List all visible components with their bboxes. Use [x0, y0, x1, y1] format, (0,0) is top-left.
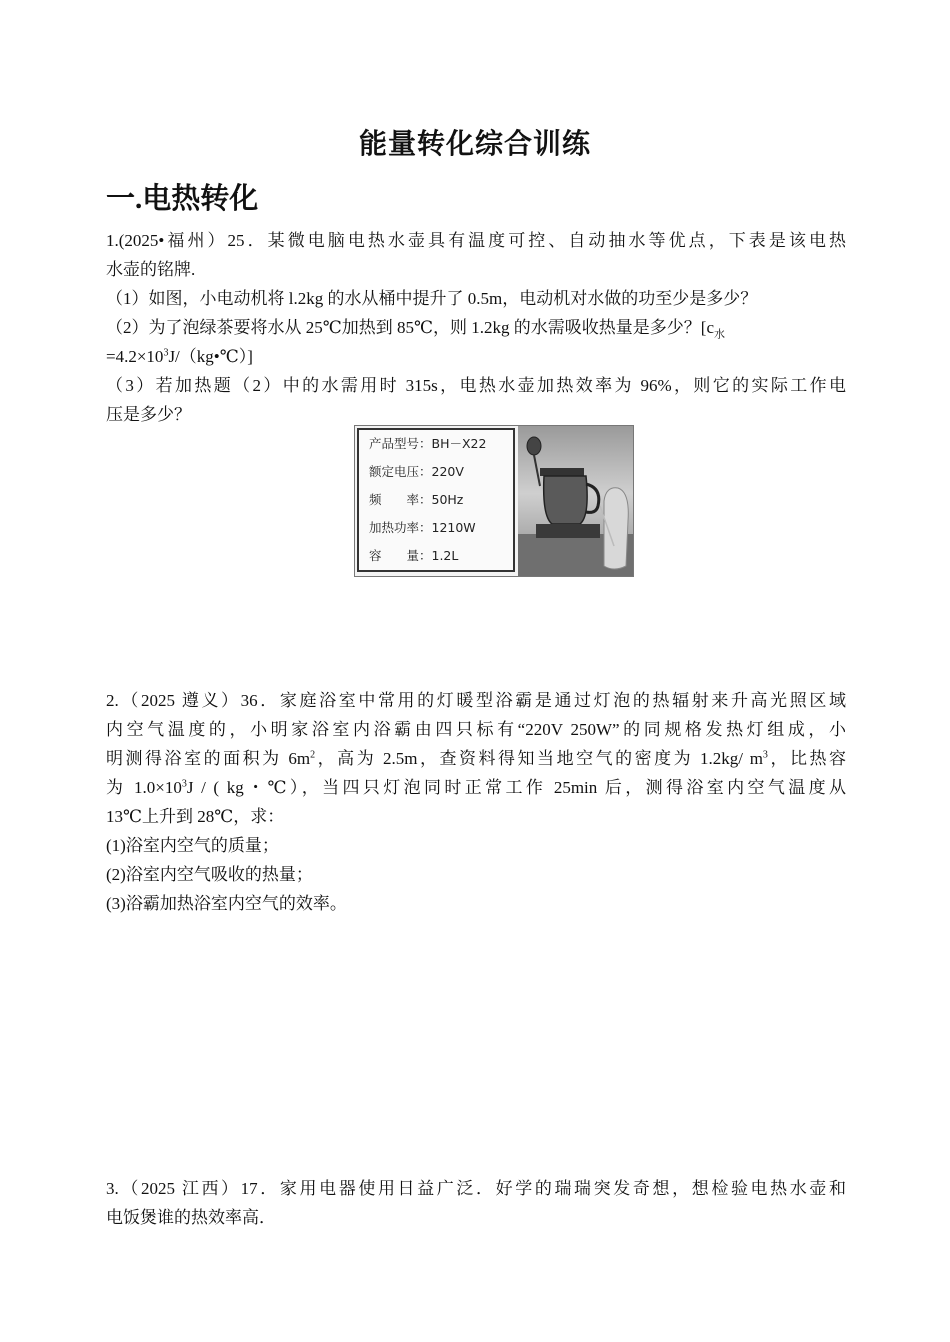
q1-line-5-text-a: =4.2×10 — [106, 347, 164, 366]
q2-line-1: 2.（2025 遵义）36．家庭浴室中常用的灯暖型浴霸是通过灯泡的热辐射来升高光照区域 — [106, 691, 846, 710]
page-title: 能量转化综合训练 — [358, 129, 591, 160]
q1-line-7: 压是多少？ — [106, 405, 191, 424]
q2-line-4-text-b: J / ( kg・℃），当四只灯泡同时正常工作 25min 后，测得浴室内空气温度从 — [186, 778, 846, 797]
q3-line-2: 电饭煲谁的热效率高． — [106, 1208, 276, 1227]
q2-line-2: 内空气温度的，小明家浴室内浴霸由四只标有“220V 250W”的同规格发热灯组成，小 — [106, 720, 846, 739]
q2-line-3-text-b: ，高为 2.5m，查资料得知当地空气的密度为 1.2kg/ m — [315, 749, 763, 768]
q2-line-3 — [106, 744, 846, 773]
q1-line-6: （3）若加热题（2）中的水需用时 315s，电热水壶加热效率为 96%，则它的实际工作电 — [106, 376, 846, 395]
nameplate-row: 产品型号：BH－X22 — [369, 436, 487, 451]
nameplate-row: 额定电压：220V — [369, 464, 464, 479]
q1-line-5 — [106, 342, 846, 371]
nameplate-row: 加热功率：1210W — [369, 520, 476, 535]
nameplate-row: 容 量：1.2L — [369, 548, 459, 563]
q2-line-3-text-a: 明测得浴室的面积为 6m — [106, 749, 311, 768]
q2-line-3-superscript-2: 3 — [762, 749, 768, 761]
kettle-photo — [518, 426, 633, 576]
kettle-illustration — [518, 426, 633, 576]
q2-line-3-text-c: ，比热容 — [767, 749, 846, 768]
q2-subquestion-2: (2)浴室内空气吸收的热量； — [106, 865, 313, 884]
q2-subquestion-3: (3)浴霸加热浴室内空气的效率。 — [106, 894, 347, 913]
kettle-figure — [354, 425, 634, 577]
q3-line-1: 3.（2025 江西）17．家用电器使用日益广泛．好学的瑞瑞突发奇想，想检验电热水壶和 — [106, 1179, 846, 1198]
q1-line-4-text: （2）为了泡绿茶要将水从 25℃加热到 85℃，则 1.2kg 的水需吸收热量是多少？[c — [106, 318, 714, 337]
q1-line-5-text-b: J/（kg•℃）] — [168, 347, 253, 366]
q2-subquestion-1: (1)浴室内空气的质量； — [106, 836, 279, 855]
q2-line-5: 13℃上升到 28℃，求： — [106, 807, 285, 826]
q2-line-4-superscript: 3 — [181, 778, 187, 790]
q1-line-4 — [106, 313, 846, 342]
q1-line-3: （1）如图，小电动机将 l.2kg 的水从桶中提升了 0.5m，电动机对水做的功至少是多少？ — [106, 289, 758, 308]
q1-line-2: 水壶的铭牌. — [106, 260, 196, 279]
nameplate-table — [357, 428, 515, 572]
q2-line-4-text-a: 为 1.0×10 — [106, 778, 182, 797]
nameplate-row: 频 率：50Hz — [369, 492, 464, 507]
section-heading: 一.电热转化 — [106, 183, 259, 215]
q1-line-1: 1.(2025•福州）25．某微电脑电热水壶具有温度可控、自动抽水等优点，下表是该电热 — [106, 231, 846, 250]
q2-line-3-superscript-1: 2 — [310, 749, 316, 761]
q1-line-4-subscript: 水 — [714, 328, 725, 341]
q2-line-4 — [106, 773, 846, 802]
q1-line-5-superscript: 3 — [163, 347, 169, 359]
